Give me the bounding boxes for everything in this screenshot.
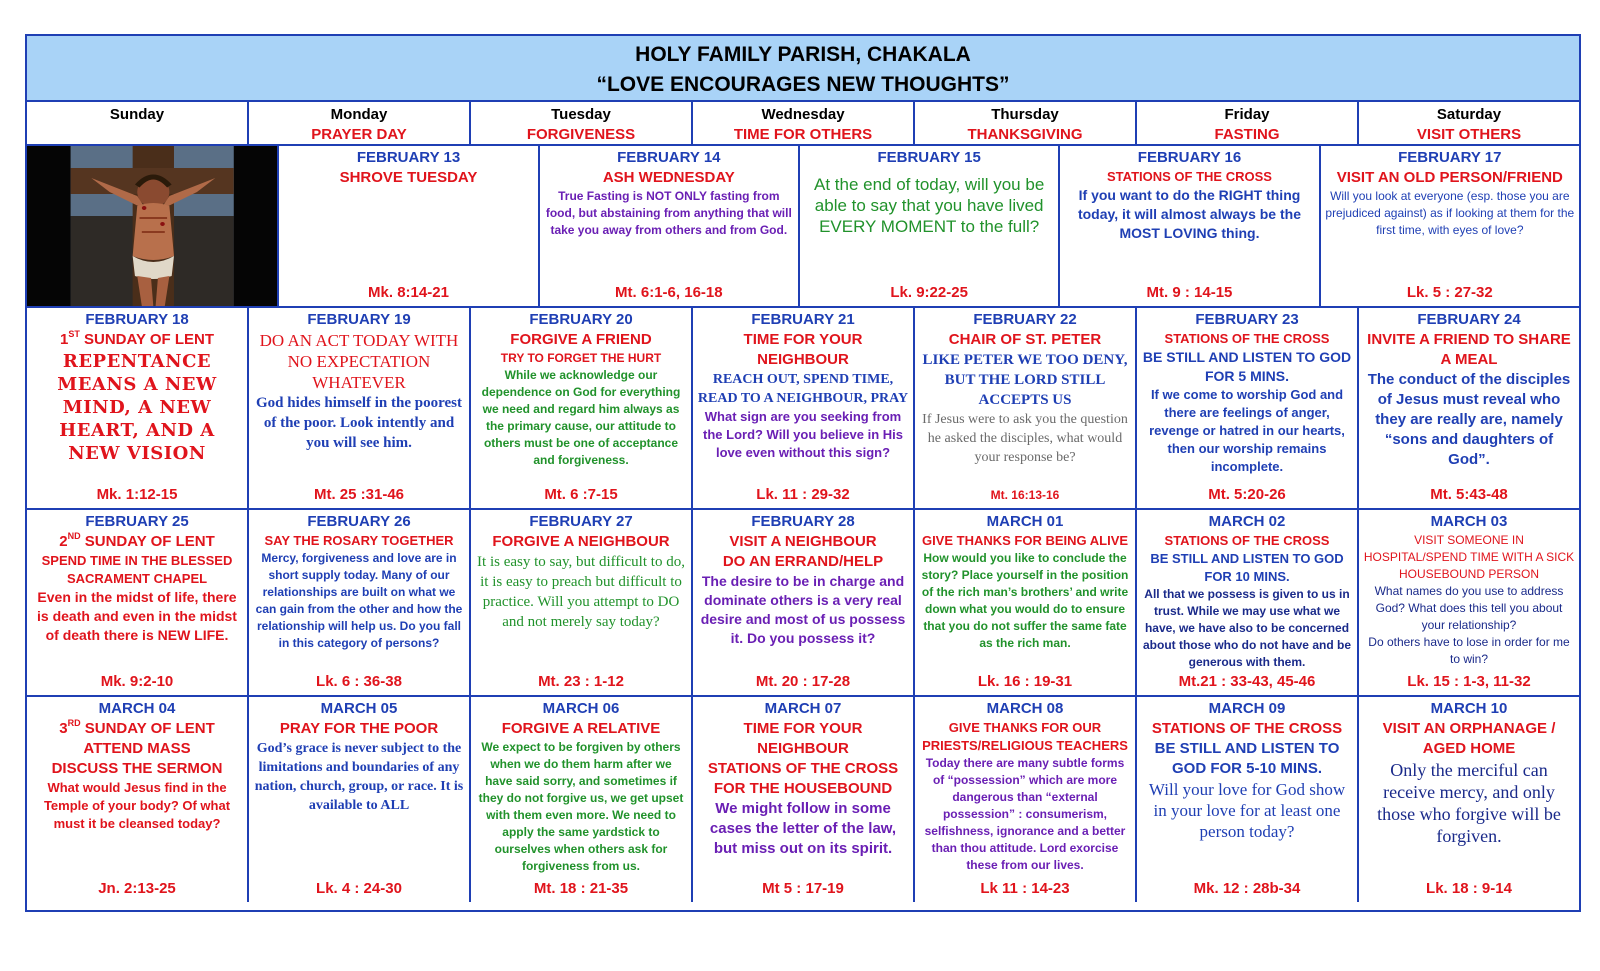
day-title: GIVE THANKS FOR BEING ALIVE [921,533,1129,548]
day-cell-feb-19 [249,308,471,508]
day-date: FEBRUARY 19 [307,311,411,328]
day-reflection: The desire to be in charge and dominate others is a very real desire and most of us possess it. Do you possess it? [700,573,906,646]
day-reflection: If you want to do the RIGHT thing today, it will almost always be the MOST LOVING thing. [1077,187,1301,241]
day-reflection: We expect to be forgiven by others when we do them harm after we have said sorry, and sometimes if they do not forgive us, we get upset with them even more. We need to apply the same yardstick to ourselves when others ask for forgiveness from us. [478,740,684,873]
day-cell-mar-10 [1359,697,1579,902]
scripture-reference: Mk. 9:2-10 [100,673,174,690]
day-reflection: How would you like to conclude the story? Place yourself in the position of the rich man’s brothers’ and write down what you would do to ensure that you do not suffer the same fate as the rich man. [921,551,1129,650]
day-title: ASH WEDNESDAY [602,169,735,186]
header-sunday [27,102,249,144]
day-date: MARCH 08 [986,700,1064,717]
week-row-3 [27,510,1579,697]
day-theme: TIME FOR OTHERS [733,126,873,143]
header-saturday [1359,102,1579,144]
day-reflection: Today there are many subtle forms of “possession” which are more dangerous than “external possession” : consumerism, selfishness, ignorance and a better than thou attitude. Lord exorcise these from our lives. [924,756,1126,872]
day-date: FEBRUARY 18 [85,311,189,328]
day-title: FORGIVE A NEIGHBOUR [492,533,670,550]
day-title: VISIT AN OLD PERSON/FRIEND [1336,169,1563,186]
day-date: FEBRUARY 22 [973,311,1077,328]
lent-calendar [25,34,1581,912]
day-cell-mar-05 [249,697,471,902]
day-reflection: All that we possess is given to us in trust. While we may use what we have, we have also to be concerned about those who do not have and be generous with them. [1142,587,1351,669]
scripture-reference: Mt 5 : 17-19 [762,880,844,897]
day-date: MARCH 09 [1208,700,1286,717]
header-thursday [915,102,1137,144]
scripture-reference: Mk. 12 : 28b-34 [1193,880,1301,897]
header-tuesday [471,102,693,144]
day-title: TIME FOR YOUR NEIGHBOUR [743,720,863,757]
day-date: FEBRUARY 20 [529,311,633,328]
day-date: MARCH 02 [1208,513,1286,530]
day-title: STATIONS OF THE CROSS [1107,169,1272,184]
scripture-reference: Mt. 25 :31-46 [313,486,405,503]
day-cell-feb-21 [693,308,915,508]
day-title: TIME FOR YOUR NEIGHBOUR [743,331,863,368]
scripture-reference: Lk. 4 : 24-30 [316,880,402,897]
day-name: Tuesday [551,106,611,123]
scripture-reference: Lk. 16 : 19-31 [977,673,1073,690]
header-wednesday [693,102,915,144]
day-reflection: At the end of today, will you be able to say that you have lived EVERY MOMENT to the full? [814,175,1045,236]
day-title: FORGIVE A RELATIVE [501,720,661,737]
ordinal-number: 3 [59,720,68,737]
ordinal-suffix: ND [67,531,81,541]
parish-title: HOLY FAMILY PARISH, CHAKALA [635,43,971,66]
day-cell-mar-06 [471,697,693,902]
day-title: VISIT AN ORPHANAGE / AGED HOME [1382,720,1556,757]
day-date: FEBRUARY 21 [751,311,855,328]
scripture-reference: Mt.21 : 33-43, 45-46 [1178,673,1316,690]
day-cell-feb-20 [471,308,693,508]
weekday-header-row [27,102,1579,146]
day-cell-feb-27 [471,510,693,695]
sunday-label: SUNDAY OF LENT [80,720,215,737]
day-date: FEBRUARY 25 [85,513,189,530]
day-title: PRAY FOR THE POOR [279,720,439,737]
day-subtitle: BE STILL AND LISTEN TO GOD FOR 5 MINS. [1142,349,1352,384]
day-reflection: True Fasting is NOT ONLY fasting from food, but abstaining from anything that will take you away from others and from God. [545,189,792,237]
day-reflection: While we acknowledge our dependence on God for everything we need and regard him always as the primary cause, our attitude to others must be one of acceptance and forgiveness. [481,368,681,467]
day-subtitle: STATIONS OF THE CROSS FOR THE HOUSEBOUND [707,760,899,797]
day-cell-mar-08 [915,697,1137,902]
day-title: VISIT SOMEONE IN HOSPITAL/SPEND TIME WITH A SICK HOUSEBOUND PERSON [1363,533,1575,581]
week-row-4 [27,697,1579,902]
day-cell-feb-25 [27,510,249,695]
scripture-reference: Mt. 9 : 14-15 [1146,284,1233,301]
crucifix-icon [27,146,277,306]
day-date: FEBRUARY 13 [356,149,461,166]
day-subtitle: DO AN ERRAND/HELP [722,553,884,570]
day-date: FEBRUARY 24 [1417,311,1521,328]
scripture-reference: Mt. 20 : 17-28 [755,673,851,690]
day-cell-mar-09 [1137,697,1359,902]
day-date: FEBRUARY 28 [751,513,855,530]
day-cell-feb-14 [540,146,800,306]
day-date: MARCH 03 [1430,513,1508,530]
scripture-reference: Mk. 8:14-21 [368,284,449,301]
day-cell-mar-01 [915,510,1137,695]
day-cell-feb-17 [1321,146,1579,306]
day-subtitle-2: DISCUSS THE SERMON [51,760,223,777]
day-date: FEBRUARY 15 [877,149,981,166]
day-theme: PRAYER DAY [311,126,407,143]
scripture-reference: Mt. 5:43-48 [1430,486,1508,503]
ordinal-suffix: ST [68,329,80,339]
day-name: Sunday [109,106,165,123]
day-name: Monday [330,106,388,123]
day-cell-feb-24 [1359,308,1579,508]
header-friday [1137,102,1359,144]
day-title: STATIONS OF THE CROSS [1151,720,1343,737]
sunday-label: SUNDAY OF LENT [80,533,215,550]
scripture-reference: Mt. 5:20-26 [1208,486,1286,503]
day-name: Thursday [991,106,1059,123]
day-cell-feb-23 [1137,308,1359,508]
day-date: MARCH 04 [98,700,176,717]
day-title: STATIONS OF THE CROSS [1164,331,1330,346]
scripture-reference: Lk 11 : 14-23 [980,880,1070,897]
day-reflection: It is easy to say, but difficult to do, it is easy to preach but difficult to practice. Will you attempt to DO and not merely say today? [477,554,685,630]
week-row-1 [27,146,1579,308]
day-cell-feb-13 [279,146,539,306]
day-cell-mar-02 [1137,510,1359,695]
ordinal-number: 1 [59,331,69,348]
day-title: CHAIR OF ST. PETER [948,331,1102,348]
day-date: FEBRUARY 23 [1195,311,1299,328]
day-cell-feb-16 [1060,146,1320,306]
scripture-reference: Mt. 6:1-6, 16-18 [615,284,723,301]
day-subtitle: ATTEND MASS [83,740,191,757]
calendar-motto: “LOVE ENCOURAGES NEW THOUGHTS” [596,73,1010,96]
day-theme: FORGIVENESS [526,126,636,143]
day-title: VISIT A NEIGHBOUR [729,533,877,550]
day-reflection: Even in the midst of life, there is death and even in the midst of death there is NEW LIFE. [37,589,237,643]
day-cell-mar-07 [693,697,915,902]
day-name: Wednesday [761,106,845,123]
week-row-2 [27,308,1579,510]
scripture-reference: Lk. 15 : 1-3, 11-32 [1407,673,1531,690]
header-monday [249,102,471,144]
scripture-reference: Jn. 2:13-25 [98,880,176,897]
scripture-reference: Lk. 5 : 27-32 [1406,284,1493,301]
scripture-reference: Lk. 6 : 36-38 [316,673,402,690]
day-cell-mar-04 [27,697,249,902]
day-title: GIVE THANKS FOR OUR PRIESTS/RELIGIOUS TEACHERS [922,720,1128,753]
day-subtitle: BE STILL AND LISTEN TO GOD FOR 5-10 MINS. [1154,740,1340,777]
ordinal-suffix: RD [67,718,81,728]
scripture-reference: Lk. 9:22-25 [890,284,968,301]
day-title: STATIONS OF THE CROSS [1164,533,1330,548]
day-date: FEBRUARY 26 [307,513,411,530]
day-title [31,532,243,552]
day-cell-feb-28 [693,510,915,695]
day-cell-feb-18 [27,308,249,508]
day-title [31,719,243,739]
scripture-reference: Mt. 23 : 1-12 [538,673,624,690]
day-theme: VISIT OTHERS [1416,126,1522,143]
day-reflection: We might follow in some cases the letter of the law, but miss out on its spirit. [709,800,897,857]
day-subtitle: BE STILL AND LISTEN TO GOD FOR 10 MINS. [1150,551,1344,584]
day-subtitle: LIKE PETER WE TOO DENY, BUT THE LORD STILL ACCEPTS US [922,352,1128,408]
calendar-banner [27,36,1579,102]
day-theme: FASTING [1214,126,1280,143]
day-reflection: Mercy, forgiveness and love are in short supply today. Many of our relationships are built on what we can gain from the other and how the relationship will help us. Do you fall in this category of persons? [255,551,463,650]
day-reflection: What names do you use to address God? What does this tell you about your relationship? [1374,584,1564,632]
day-reflection: Will you look at everyone (esp. those you are prejudiced against) as if looking at them for the first time, with eyes of love? [1325,189,1575,237]
day-title: FORGIVE A FRIEND [510,331,652,348]
day-date: FEBRUARY 16 [1137,149,1242,166]
day-reflection: Will your love for God show in your love for at least one person today? [1148,780,1346,841]
day-name: Friday [1224,106,1270,123]
day-date: MARCH 06 [542,700,620,717]
scripture-reference: Mk. 1:12-15 [96,486,178,503]
day-reflection-2: Do others have to lose in order for me to win? [1368,635,1570,666]
ordinal-number: 2 [59,533,68,550]
scripture-reference: Mt. 6 :7-15 [544,486,618,503]
day-reflection: If we come to worship God and there are feelings of anger, revenge or hatred in our hearts, then our worship remains incomplete. [1149,387,1345,474]
day-date: MARCH 10 [1430,700,1508,717]
day-date: MARCH 07 [764,700,842,717]
day-cell-feb-26 [249,510,471,695]
sunday-label: SUNDAY OF LENT [79,331,215,348]
day-reflection: God hides himself in the poorest of the poor. Look intently and you will see him. [256,395,462,451]
day-reflection: Only the merciful can receive mercy, and only those who forgive will be forgiven. [1377,760,1561,846]
day-subtitle: SPEND TIME IN THE BLESSED SACRAMENT CHAPEL [41,553,233,586]
day-name: Saturday [1436,106,1502,123]
day-cell-feb-22 [915,308,1137,508]
day-date: MARCH 05 [320,700,398,717]
day-subtitle: REACH OUT, SPEND TIME, READ TO A NEIGHBOUR, PRAY [697,372,909,406]
day-title: SAY THE ROSARY TOGETHER [264,533,454,548]
day-cell-feb-15 [800,146,1060,306]
day-reflection: God’s grace is never subject to the limitations and boundaries of any nation, church, group, or race. It is available to ALL [254,741,464,813]
day-date: FEBRUARY 27 [529,513,633,530]
day-title: SHROVE TUESDAY [339,169,478,186]
day-title: INVITE A FRIEND TO SHARE A MEAL [1367,331,1571,368]
day-subtitle: TRY TO FORGET THE HURT [500,351,662,365]
day-theme: THANKSGIVING [967,126,1083,143]
day-title [31,330,243,350]
day-reflection: What sign are you seeking from the Lord? Will you believe in His love even without this sign? [703,409,903,460]
scripture-reference: Mt. 18 : 21-35 [533,880,629,897]
scripture-reference: Mt. 16:13-16 [990,488,1060,502]
day-date: FEBRUARY 17 [1398,149,1502,166]
day-date: FEBRUARY 14 [617,149,721,166]
day-reflection: If Jesus were to ask you the question he asked the disciples, what would your response be? [922,412,1128,465]
day-cell-mar-03 [1359,510,1579,695]
calendar-grid [27,102,1579,902]
day-reflection: REPENTANCE MEANS A NEW MIND, A NEW HEART, AND A NEW VISION [57,351,217,464]
scripture-reference: Lk. 11 : 29-32 [756,486,850,503]
day-reflection: What would Jesus find in the Temple of your body? Of what must it be cleansed today? [43,780,231,831]
day-reflection: The conduct of the disciples of Jesus must reveal who they are really are, namely “sons and daughters of God”. [1367,371,1571,468]
day-date: MARCH 01 [986,513,1064,530]
scripture-reference: Lk. 18 : 9-14 [1426,880,1512,897]
crucifix-image [27,146,279,306]
day-title: DO AN ACT TODAY WITH NO EXPECTATION WHATEVER [259,331,459,392]
